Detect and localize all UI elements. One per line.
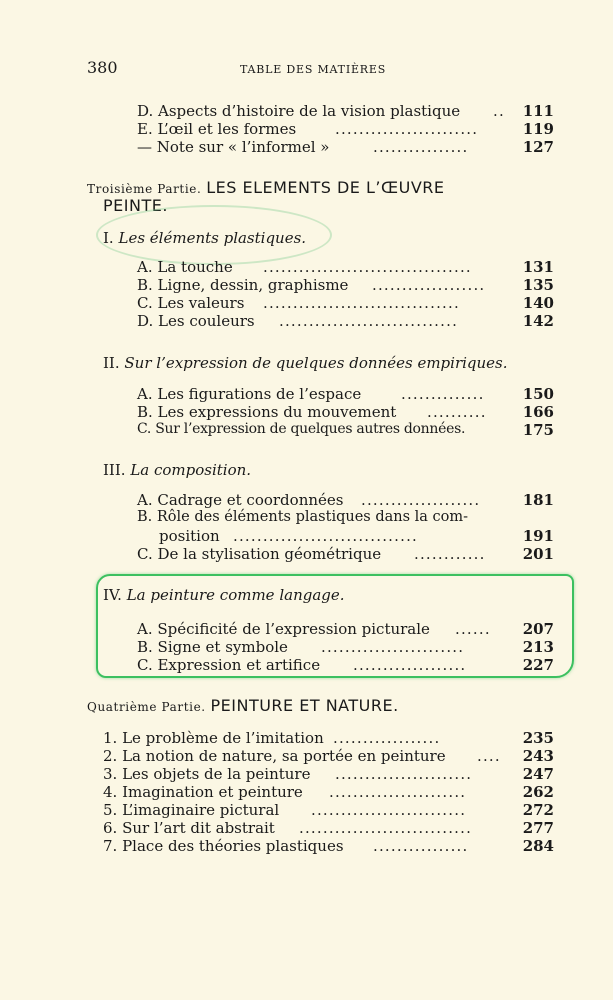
dot-leader: ...................: [372, 276, 486, 294]
entry-page: 284: [522, 837, 554, 855]
dot-leader: ..............................: [279, 312, 459, 330]
toc-entry[interactable]: [137, 545, 554, 563]
toc-entry[interactable]: [137, 102, 554, 120]
entry-label: B. Signe et symbole: [137, 638, 288, 656]
entry-page: 142: [522, 312, 554, 330]
toc-entry[interactable]: [103, 765, 554, 783]
part-heading: [87, 696, 557, 715]
dot-leader: ........................: [321, 638, 465, 656]
entry-page: 111: [522, 102, 554, 120]
dot-leader: ........................: [335, 120, 479, 138]
entry-page: 175: [522, 421, 554, 439]
entry-label: 6. Sur l’art dit abstrait: [103, 819, 275, 837]
entry-page: 119: [522, 120, 554, 138]
toc-entry[interactable]: [137, 421, 554, 439]
entry-label: — Note sur « l’informel »: [137, 138, 330, 156]
toc-entry[interactable]: [137, 491, 554, 509]
toc-entry[interactable]: [103, 783, 554, 801]
section-heading: [103, 354, 508, 372]
entry-label: A. La touche: [137, 258, 233, 276]
dot-leader: ................: [373, 837, 469, 855]
toc-entry[interactable]: [137, 294, 554, 312]
toc-entry[interactable]: [103, 747, 554, 765]
entry-page: 272: [522, 801, 554, 819]
entry-page: 227: [522, 656, 554, 674]
section-heading: [103, 461, 251, 479]
entry-label: B. Les expressions du mouvement: [137, 403, 397, 421]
dot-leader: ......: [455, 620, 491, 638]
part-heading: [87, 178, 557, 197]
toc-entry[interactable]: [137, 276, 554, 294]
entry-page: 150: [522, 385, 554, 403]
toc-entry[interactable]: [103, 837, 554, 855]
entry-page: 166: [522, 403, 554, 421]
dot-leader: .......................: [329, 783, 467, 801]
entry-page: 131: [522, 258, 554, 276]
entry-label: A. Les figurations de l’espace: [137, 385, 362, 403]
toc-entry[interactable]: [137, 638, 554, 656]
dot-leader: ..........................: [311, 801, 467, 819]
entry-label: A. Spécificité de l’expression picturale: [137, 620, 430, 638]
toc-entry[interactable]: [137, 138, 554, 156]
toc-entry[interactable]: [137, 258, 554, 276]
section-numeral: II.: [103, 354, 120, 372]
part-title: LES ELEMENTS DE L’ŒUVRE: [206, 178, 445, 197]
section-title: Sur l’expression de quelques données empiriques.: [124, 354, 508, 372]
section-title: La composition.: [130, 461, 252, 479]
entry-page: 127: [522, 138, 554, 156]
entry-label: 5. L’imaginaire pictural: [103, 801, 280, 819]
dot-leader: ..............: [401, 385, 485, 403]
toc-entry[interactable]: [137, 312, 554, 330]
page-header: [87, 58, 554, 80]
toc-entry[interactable]: [103, 729, 554, 747]
part-prefix: Troisième Partie.: [87, 182, 202, 196]
dot-leader: ..................: [333, 729, 441, 747]
section-title: La peinture comme langage.: [126, 586, 345, 604]
dot-leader: ..........: [427, 403, 487, 421]
toc-entry[interactable]: [137, 385, 554, 403]
entry-label: D. Les couleurs: [137, 312, 255, 330]
entry-label: B. Rôle des éléments plastiques dans la com-: [137, 509, 469, 525]
entry-label: 7. Place des théories plastiques: [103, 837, 344, 855]
part-title-continued: PEINTE.: [103, 196, 168, 215]
entry-label: 3. Les objets de la peinture: [103, 765, 311, 783]
entry-page: 135: [522, 276, 554, 294]
section-numeral: IV.: [103, 586, 122, 604]
entry-label: B. Ligne, dessin, graphisme: [137, 276, 349, 294]
section-heading: [103, 586, 345, 604]
running-title: TABLE DES MATIÈRES: [240, 63, 387, 76]
dot-leader: ..: [493, 102, 505, 120]
dot-leader: ................: [373, 138, 469, 156]
toc-entry[interactable]: [137, 509, 554, 527]
dot-leader: ....: [477, 747, 501, 765]
entry-label: C. Sur l’expression de quelques autres données.: [137, 421, 466, 437]
toc-entry[interactable]: [103, 801, 554, 819]
entry-page: 207: [522, 620, 554, 638]
section-title: Les éléments plastiques.: [118, 229, 307, 247]
entry-label: E. L’œil et les formes: [137, 120, 297, 138]
entry-label-continued: position: [159, 527, 220, 545]
entry-page: 235: [522, 729, 554, 747]
entry-page: 262: [522, 783, 554, 801]
dot-leader: ...............................: [233, 527, 419, 545]
toc-entry[interactable]: [103, 819, 554, 837]
entry-page: 191: [522, 527, 554, 545]
page-number: 380: [87, 58, 118, 77]
dot-leader: .......................: [335, 765, 473, 783]
toc-entry-continuation[interactable]: [137, 527, 554, 545]
entry-page: 247: [522, 765, 554, 783]
entry-page: 140: [522, 294, 554, 312]
toc-entry[interactable]: [137, 656, 554, 674]
entry-label: C. Expression et artifice: [137, 656, 321, 674]
part-prefix: Quatrième Partie.: [87, 700, 206, 714]
dot-leader: ............: [414, 545, 486, 563]
entry-label: A. Cadrage et coordonnées: [137, 491, 344, 509]
entry-page: 243: [522, 747, 554, 765]
dot-leader: ....................: [361, 491, 481, 509]
entry-page: 277: [522, 819, 554, 837]
entry-label: C. Les valeurs: [137, 294, 245, 312]
entry-page: 213: [522, 638, 554, 656]
entry-page: 181: [522, 491, 554, 509]
section-heading: [103, 229, 306, 247]
dot-leader: ...................: [353, 656, 467, 674]
toc-entry[interactable]: [137, 403, 554, 421]
entry-label: 1. Le problème de l’imitation: [103, 729, 324, 747]
dot-leader: .................................: [263, 294, 460, 312]
entry-page: 201: [522, 545, 554, 563]
dot-leader: .............................: [299, 819, 473, 837]
entry-label: 4. Imagination et peinture: [103, 783, 303, 801]
section-numeral: I.: [103, 229, 114, 247]
entry-label: C. De la stylisation géométrique: [137, 545, 382, 563]
dot-leader: ...................................: [263, 258, 472, 276]
toc-entry[interactable]: [137, 620, 554, 638]
part-title: PEINTURE ET NATURE.: [210, 696, 399, 715]
toc-entry[interactable]: [137, 120, 554, 138]
entry-label: 2. La notion de nature, sa portée en peinture: [103, 747, 446, 765]
entry-label: D. Aspects d’histoire de la vision plastique: [137, 102, 461, 120]
section-numeral: III.: [103, 461, 126, 479]
